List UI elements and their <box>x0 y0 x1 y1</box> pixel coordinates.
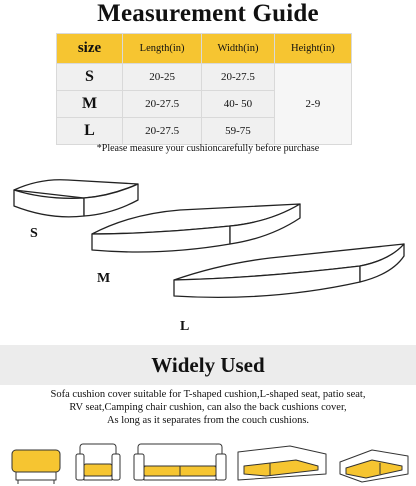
usage-line: As long as it separates from the couch cushions. <box>106 415 310 426</box>
length-cell: 20-27.5 <box>123 91 202 118</box>
furniture-icons <box>0 440 416 486</box>
column-header-size: size <box>57 34 123 64</box>
cushion-diagram <box>0 160 416 340</box>
height-cell: 2-9 <box>274 64 351 145</box>
width-cell: 20-27.5 <box>202 64 275 91</box>
cushion-s-icon <box>14 180 138 217</box>
furniture-icons-graphic <box>0 440 416 486</box>
loveseat-icon <box>134 444 226 480</box>
cushion-m-icon <box>92 204 300 252</box>
ottoman-icon <box>12 450 60 484</box>
size-cell: L <box>57 118 123 145</box>
page-title: Measurement Guide <box>97 0 319 27</box>
measure-note: *Please measure your cushioncarefully before purchase <box>96 143 320 154</box>
width-cell: 59-75 <box>202 118 275 145</box>
table-header-row <box>57 34 352 64</box>
length-cell: 20-25 <box>123 64 202 91</box>
cushion-label-m: M <box>97 271 111 286</box>
column-header-length: Length(in) <box>123 34 202 64</box>
size-cell: S <box>57 64 123 91</box>
width-cell: 40- 50 <box>202 91 275 118</box>
size-cell: M <box>57 91 123 118</box>
sectional-sofa-icon <box>238 446 326 480</box>
measurement-table <box>56 33 352 145</box>
cushion-label-l: L <box>180 319 190 334</box>
cushion-label-s: S <box>30 226 38 241</box>
usage-description <box>8 388 408 427</box>
length-cell: 20-27.5 <box>123 118 202 145</box>
cushion-diagram-graphic <box>0 160 416 340</box>
table-row <box>57 64 352 91</box>
usage-title: Widely Used <box>151 353 265 377</box>
column-header-height: Height(in) <box>274 34 351 64</box>
l-shaped-sofa-icon <box>340 450 408 482</box>
usage-line: RV seat,Camping chair cushion, can also the back cushions cover, <box>69 402 347 413</box>
column-header-width: Width(in) <box>202 34 275 64</box>
usage-line: Sofa cushion cover suitable for T-shaped cushion,L-shaped seat, patio seat, <box>50 389 366 400</box>
cushion-l-icon <box>174 244 404 297</box>
armchair-icon <box>76 444 120 480</box>
